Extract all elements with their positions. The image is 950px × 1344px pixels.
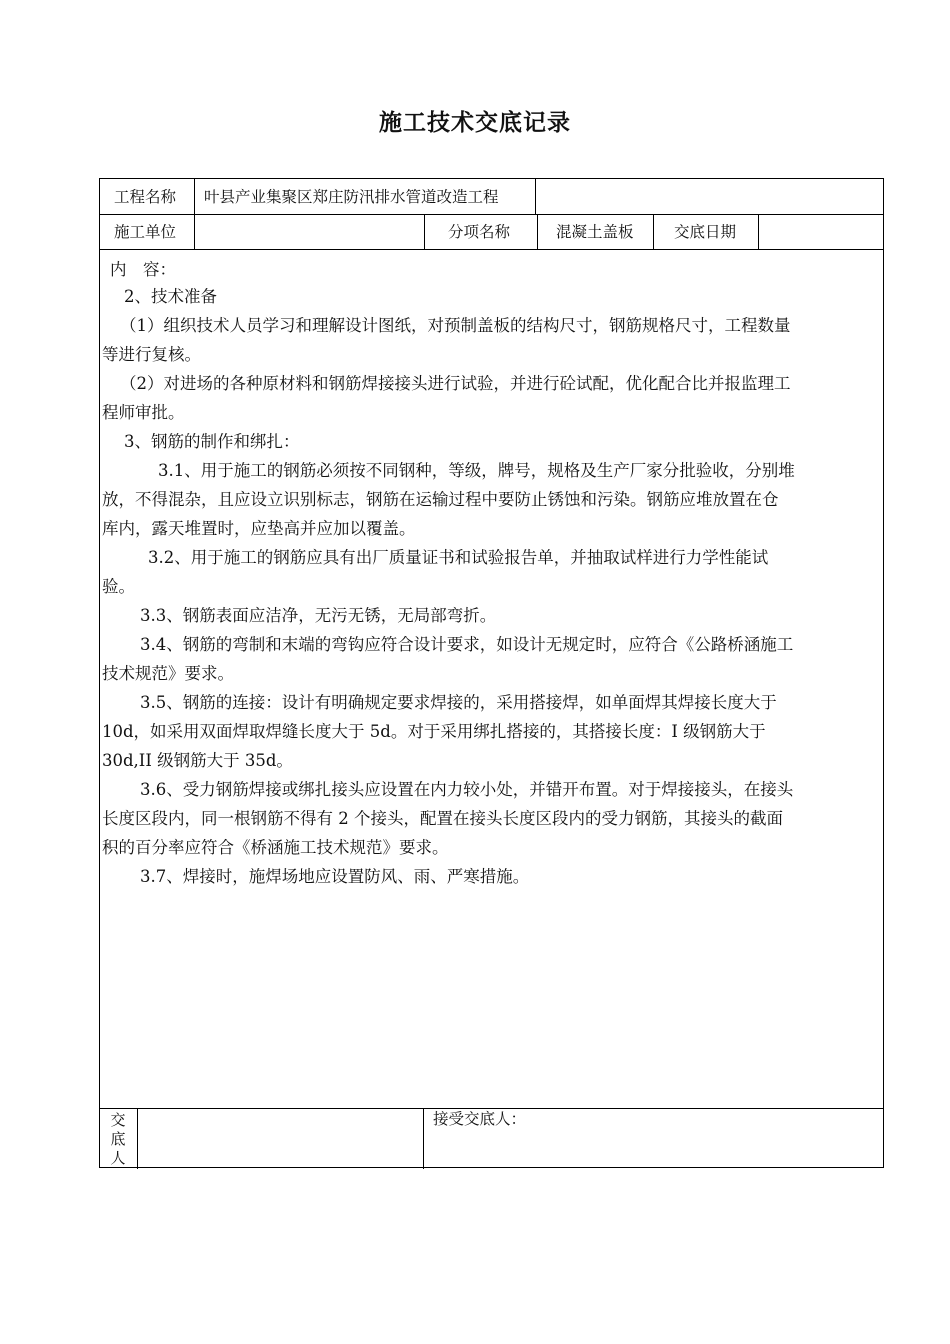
col-divider [194, 179, 195, 249]
content-line: 3.1、用于施工的钢筋必须按不同钢种，等级，牌号，规格及生产厂家分批验收，分别堆 [158, 461, 795, 480]
content-line: 3.3、钢筋表面应洁净，无污无锈，无局部弯折。 [140, 606, 497, 625]
content-line: 3、钢筋的制作和绑扎： [124, 432, 300, 451]
col-divider [653, 214, 654, 249]
col-divider [423, 1108, 424, 1169]
construction-unit-label: 施工单位 [114, 223, 177, 241]
content-line: （1）组织技术人员学习和理解设计图纸，对预制盖板的结构尺寸，钢筋规格尺寸，工程数量 [120, 316, 791, 335]
content-line: 积的百分率应符合《桥涵施工技术规范》要求。 [102, 838, 449, 857]
col-divider [137, 1108, 138, 1169]
subitem-name-value[interactable]: 混凝土盖板 [556, 223, 634, 241]
col-divider [537, 214, 538, 249]
project-name-label: 工程名称 [114, 188, 177, 206]
document-title: 施工技术交底记录 [379, 110, 571, 136]
content-line: 长度区段内，同一根钢筋不得有 2 个接头，配置在接头长度区段内的受力钢筋，其接头的截面 [102, 809, 783, 828]
content-label: 内 容： [110, 260, 176, 279]
content-line: 10d，如采用双面焊取焊缝长度大于 5d。对于采用绑扎搭接的，其搭接长度：I 级钢筋大于 [102, 722, 766, 741]
content-line: 等进行复核。 [102, 345, 201, 364]
subitem-name-label: 分项名称 [448, 223, 511, 241]
row-divider [100, 214, 883, 215]
content-line: 30d,II 级钢筋大于 35d。 [102, 751, 293, 770]
receiver-label: 接受交底人： [433, 1110, 527, 1128]
disclosure-date-label: 交底日期 [674, 223, 737, 241]
content-line: 3.7、焊接时，施焊场地应设置防风、雨、严寒措施。 [140, 867, 530, 886]
content-line: 技术规范》要求。 [102, 664, 234, 683]
content-line: 3.4、钢筋的弯制和末端的弯钩应符合设计要求，如设计无规定时，应符合《公路桥涵施工 [140, 635, 794, 654]
content-line: 3.2、用于施工的钢筋应具有出厂质量证书和试验报告单，并抽取试样进行力学性能试 [148, 548, 769, 567]
col-divider [424, 214, 425, 249]
col-divider [758, 214, 759, 249]
col-divider [535, 179, 536, 214]
row-divider [100, 249, 883, 250]
content-line: 程师审批。 [102, 403, 185, 422]
content-body [100, 251, 885, 1109]
content-line: 2、技术准备 [124, 287, 217, 306]
project-name-value[interactable]: 叶县产业集聚区郑庄防汛排水管道改造工程 [204, 188, 499, 206]
presenter-label: 交 底 人 [110, 1111, 126, 1167]
content-line: 3.5、钢筋的连接：设计有明确规定要求焊接的，采用搭接焊，如单面焊其焊接长度大于 [140, 693, 777, 712]
content-line: 3.6、受力钢筋焊接或绑扎接头应设置在内力较小处，并错开布置。对于焊接接头，在接头 [140, 780, 794, 799]
content-line: 库内，露天堆置时，应垫高并应加以覆盖。 [102, 519, 416, 538]
content-line: （2）对进场的各种原材料和钢筋焊接接头进行试验，并进行砼试配，优化配合比并报监理工 [120, 374, 791, 393]
content-line: 验。 [102, 577, 135, 596]
disclosure-form [99, 178, 884, 1168]
content-line: 放，不得混杂，且应设立识别标志，钢筋在运输过程中要防止锈蚀和污染。钢筋应堆放置在仓 [102, 490, 779, 509]
